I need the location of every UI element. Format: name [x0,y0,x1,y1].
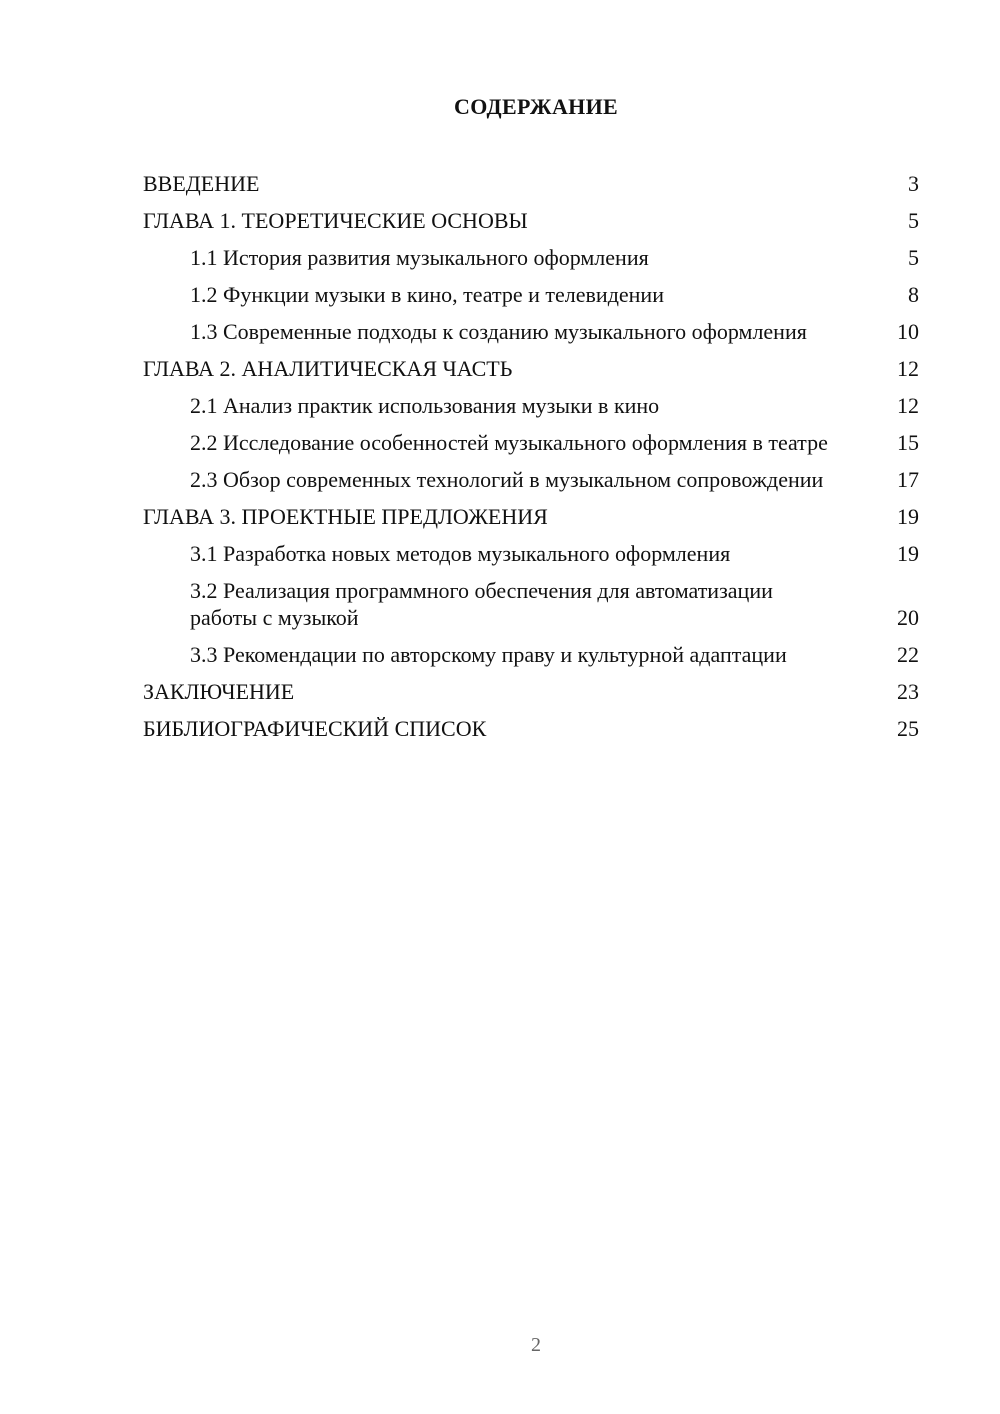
toc-entry-label: 2.2 Исследование особенностей музыкального оформления в театре [190,430,828,455]
toc-entry-label: 3.2 Реализация программного обеспечения для автоматизации работы с музыкой [190,578,773,630]
toc-entry-page: 12 [897,356,919,381]
toc-entry-page: 23 [897,679,919,704]
toc-entry-label: 3.1 Разработка новых методов музыкального оформления [190,541,731,566]
toc-entry-page: 8 [908,282,919,307]
toc-entry[interactable] [143,170,919,197]
toc-entry-label: 2.1 Анализ практик использования музыки в кино [190,393,660,418]
toc-entry[interactable] [143,355,919,382]
toc-subentry[interactable] [143,466,919,493]
toc-entry-page: 22 [897,642,919,667]
toc-entry-page: 10 [897,319,919,344]
toc-entry-label: ЗАКЛЮЧЕНИЕ [143,679,295,704]
toc-entry-label: 3.3 Рекомендации по авторскому праву и культурной адаптации [190,642,787,667]
toc-entry-page: 3 [908,171,919,196]
toc-entry-page: 19 [897,541,919,566]
toc-entry-label: 1.2 Функции музыки в кино, театре и телевидении [190,282,664,307]
toc-entry[interactable] [143,503,919,530]
toc-subentry[interactable] [143,281,919,308]
toc-subentry[interactable] [143,641,919,668]
toc-entry-label: 1.3 Современные подходы к созданию музыкального оформления [190,319,807,344]
toc-subentry[interactable] [143,577,919,631]
toc-subentry[interactable] [143,392,919,419]
toc-entry-label: ГЛАВА 1. ТЕОРЕТИЧЕСКИЕ ОСНОВЫ [143,208,528,233]
toc-entry-page: 19 [897,504,919,529]
toc-entry-page: 15 [897,430,919,455]
toc-subentry[interactable] [143,429,919,456]
toc-entry[interactable] [143,678,919,705]
toc-entry-page: 17 [897,467,919,492]
toc-entry-label: ВВЕДЕНИЕ [143,171,260,196]
toc-entry-page: 5 [908,208,919,233]
toc-subentry[interactable] [143,244,919,271]
toc-subentry[interactable] [143,318,919,345]
toc-entry-label: 2.3 Обзор современных технологий в музыкальном сопровождении [190,467,824,492]
toc-entry-label: ГЛАВА 3. ПРОЕКТНЫЕ ПРЕДЛОЖЕНИЯ [143,504,548,529]
page-number: 2 [531,1334,541,1356]
toc-heading: СОДЕРЖАНИЕ [454,94,618,119]
toc-entry-page: 5 [908,245,919,270]
toc-entry-page: 20 [897,605,919,630]
toc-entry-page: 25 [897,716,919,741]
toc-entry-label: 1.1 История развития музыкального оформления [190,245,649,270]
toc-entry-label: ГЛАВА 2. АНАЛИТИЧЕСКАЯ ЧАСТЬ [143,356,513,381]
toc-entry-page: 12 [897,393,919,418]
table-of-contents [143,170,919,752]
toc-entry-label: БИБЛИОГРАФИЧЕСКИЙ СПИСОК [143,716,487,741]
toc-subentry[interactable] [143,540,919,567]
toc-entry[interactable] [143,715,919,742]
toc-entry[interactable] [143,207,919,234]
